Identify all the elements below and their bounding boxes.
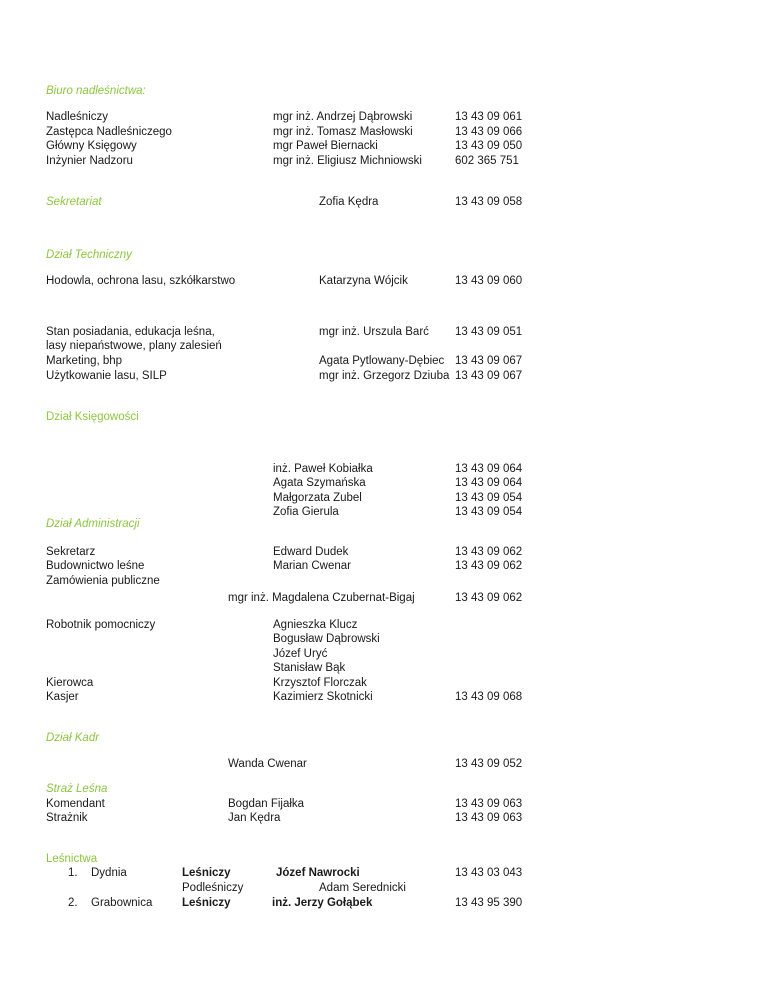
person-name: Adam Serednicki [319,882,406,894]
phone-number: 13 43 09 063 [455,812,523,824]
job-title: Leśniczy [182,897,231,909]
phone-number: 13 43 09 060 [455,275,523,287]
phone-number: 13 43 09 054 [455,506,523,518]
person-name: Marian Cwenar [273,560,351,572]
phone-number: 13 43 09 052 [455,758,523,770]
section-heading-lesnictwa: Leśnictwa [46,853,98,865]
person-name: mgr inż. Grzegorz Dziuba [319,370,450,382]
role-label: Komendant [46,798,105,810]
phone-number: 13 43 09 064 [455,463,523,475]
phone-number: 13 43 09 067 [455,370,523,382]
role-label: Zamówienia publiczne [46,575,160,587]
phone-number: 13 43 09 061 [455,111,523,123]
phone-number: 13 43 09 066 [455,126,523,138]
role-label: Budownictwo leśne [46,560,145,572]
person-name: Józef Uryć [273,648,328,660]
list-number: 2. [68,897,78,909]
person-name: Agata Szymańska [273,477,366,489]
section-heading-biuro: Biuro nadleśnictwa: [46,85,146,97]
person-name: Stanisław Bąk [273,662,346,674]
section-heading-straz: Straż Leśna [46,783,108,795]
role-label: Nadleśniczy [46,111,108,123]
person-name: Edward Dudek [273,546,349,558]
phone-number: 13 43 09 062 [455,560,523,572]
role-label: Inżynier Nadzoru [46,155,133,167]
role-label: Kasjer [46,691,79,703]
phone-number: 13 43 03 043 [455,867,523,879]
person-name: Jan Kędra [228,812,281,824]
phone-number: 13 43 09 064 [455,477,523,489]
person-name: Zofia Kędra [319,196,379,208]
role-label: Sekretarz [46,546,96,558]
forestry-name: Grabownica [91,897,153,909]
role-label: Kierowca [46,677,94,689]
forestry-name: Dydnia [91,867,127,879]
role-label: Robotnik pomocniczy [46,619,156,631]
section-heading-ksiegowosc: Dział Księgowości [46,411,139,423]
person-name: Kazimierz Skotnicki [273,691,373,703]
person-name: mgr inż. Eligiusz Michniowski [273,155,422,167]
phone-number: 13 43 09 067 [455,355,523,367]
role-label: Hodowla, ochrona lasu, szkółkarstwo [46,275,236,287]
section-heading-sekretariat: Sekretariat [46,196,102,208]
person-name: Bogdan Fijałka [228,798,305,810]
section-heading-kadry: Dział Kadr [46,732,100,744]
job-title: Podleśniczy [182,882,244,894]
phone-number: 13 43 09 050 [455,140,523,152]
person-name: Krzysztof Florczak [273,677,367,689]
phone-number: 13 43 09 058 [455,196,523,208]
person-name: Józef Nawrocki [276,867,360,879]
person-name: inż. Paweł Kobiałka [273,463,373,475]
job-title: Leśniczy [182,867,231,879]
person-name: mgr inż. Andrzej Dąbrowski [273,111,413,123]
role-label: Użytkowanie lasu, SILP [46,370,167,382]
person-name: mgr inż. Magdalena Czubernat-Bigaj [228,592,415,604]
person-name: inż. Jerzy Gołąbek [272,897,373,909]
person-name: Agata Pytlowany-Dębiec [319,355,445,367]
phone-number: 13 43 09 051 [455,326,523,338]
section-heading-techniczny: Dział Techniczny [46,249,132,261]
person-name: Bogusław Dąbrowski [273,633,380,645]
role-label: Zastępca Nadleśniczego [46,126,172,138]
role-label: Marketing, bhp [46,355,123,367]
phone-number: 13 43 09 062 [455,592,523,604]
person-name: mgr inż. Urszula Barć [319,326,429,338]
person-name: Zofia Gierula [273,506,339,518]
phone-number: 602 365 751 [455,155,519,167]
person-name: Katarzyna Wójcik [319,275,408,287]
person-name: mgr Paweł Biernacki [273,140,378,152]
phone-number: 13 43 09 063 [455,798,523,810]
person-name: mgr inż. Tomasz Masłowski [273,126,413,138]
person-name: Agnieszka Klucz [273,619,358,631]
role-label: Stan posiadania, edukacja leśna, [46,326,215,338]
phone-number: 13 43 09 054 [455,492,523,504]
list-number: 1. [68,867,78,879]
phone-number: 13 43 95 390 [455,897,523,909]
phone-number: 13 43 09 068 [455,691,523,703]
role-label: lasy niepaństwowe, plany zalesień [46,340,222,352]
role-label: Główny Księgowy [46,140,137,152]
phone-number: 13 43 09 062 [455,546,523,558]
section-heading-administracja: Dział Administracji [46,518,140,530]
person-name: Małgorzata Zubel [273,492,362,504]
role-label: Strażnik [46,812,88,824]
person-name: Wanda Cwenar [228,758,307,770]
